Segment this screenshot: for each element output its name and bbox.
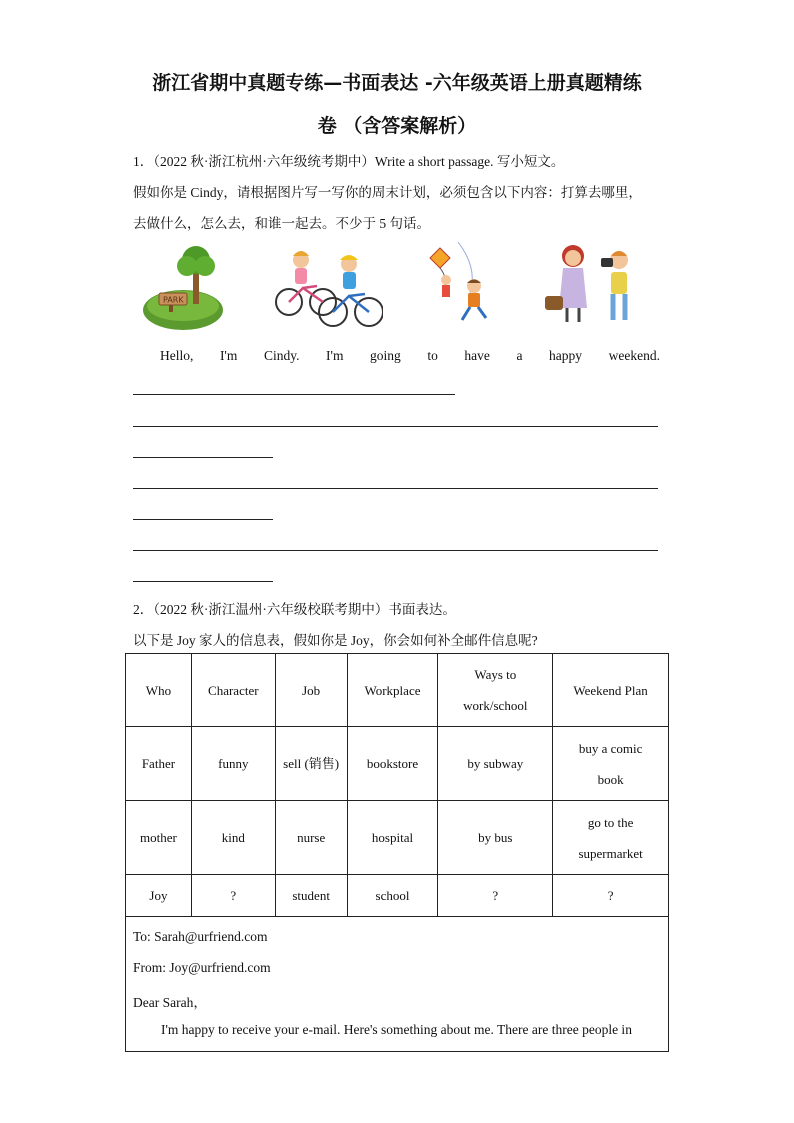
answer-line bbox=[133, 581, 273, 582]
table-row bbox=[126, 875, 669, 917]
email-body: I'm happy to receive your e-mail. Here's something about me. There are three people in bbox=[161, 1022, 632, 1037]
park-sign-text: PARK bbox=[163, 295, 184, 305]
answer-line bbox=[133, 394, 455, 395]
table-cell: kind bbox=[191, 801, 275, 875]
table-cell: ? bbox=[553, 875, 669, 917]
table-row bbox=[126, 801, 669, 875]
table-header-row bbox=[126, 654, 669, 727]
answer-line bbox=[133, 457, 273, 458]
answer-line bbox=[133, 488, 658, 489]
answer-line bbox=[133, 426, 658, 427]
table-cell: buy a comic book bbox=[553, 727, 669, 801]
question-1-pictures bbox=[133, 238, 663, 338]
answer-line bbox=[133, 519, 273, 520]
family-info-table bbox=[125, 653, 669, 917]
park-illustration bbox=[141, 238, 227, 334]
table-row bbox=[126, 727, 669, 801]
bicycle-riding-illustration bbox=[273, 238, 383, 334]
question-1-heading: 1．（2022 秋·浙江杭州·六年级统考期中）Write a short passage. 写小短文。 bbox=[133, 154, 565, 169]
answer-line bbox=[133, 550, 658, 551]
table-cell: hospital bbox=[347, 801, 438, 875]
table-header-cell: Who bbox=[126, 654, 192, 727]
table-header-cell: Job bbox=[275, 654, 347, 727]
starter-word: happy bbox=[549, 348, 583, 363]
question-1-prompt-line1: 假如你是 Cindy，请根据图片写一写你的周末计划，必须包含以下内容：打算去哪里， bbox=[133, 185, 642, 200]
table-cell: go to the supermarket bbox=[553, 801, 669, 875]
question-1-starter-sentence bbox=[133, 348, 660, 364]
table-header-cell: Workplace bbox=[347, 654, 438, 727]
question-1-prompt-line2: 去做什么，怎么去，和谁一起去。不少于 5 句话。 bbox=[133, 216, 430, 231]
table-cell: sell (销售) bbox=[275, 727, 347, 801]
starter-word: have bbox=[464, 348, 490, 363]
email-from: From: Joy@urfriend.com bbox=[133, 960, 271, 975]
table-cell: school bbox=[347, 875, 438, 917]
family-travel-illustration bbox=[541, 238, 651, 334]
table-cell: by bus bbox=[438, 801, 553, 875]
table-cell: bookstore bbox=[347, 727, 438, 801]
email-to: To: Sarah@urfriend.com bbox=[133, 929, 268, 944]
email-box bbox=[125, 915, 669, 1052]
starter-word: weekend. bbox=[608, 348, 660, 363]
table-cell: student bbox=[275, 875, 347, 917]
table-cell: ? bbox=[438, 875, 553, 917]
starter-word: a bbox=[516, 348, 523, 363]
document-title-line1: 浙江省期中真题专练—书面表达 -六年级英语上册真题精练 bbox=[152, 72, 642, 94]
starter-word: Cindy. bbox=[263, 348, 300, 363]
table-cell: ? bbox=[191, 875, 275, 917]
document-title-line2: 卷 （含答案解析） bbox=[317, 115, 477, 137]
email-greeting: Dear Sarah， bbox=[133, 995, 207, 1010]
table-header-cell: Ways to work/school bbox=[438, 654, 553, 727]
table-cell: Joy bbox=[126, 875, 192, 917]
table-cell: by subway bbox=[438, 727, 553, 801]
starter-word: I'm bbox=[326, 348, 344, 363]
table-cell: funny bbox=[191, 727, 275, 801]
table-cell: Father bbox=[126, 727, 192, 801]
starter-word: Hello, bbox=[160, 348, 194, 363]
question-2-heading: 2．（2022 秋·浙江温州·六年级校联考期中）书面表达。 bbox=[133, 602, 456, 617]
question-2-prompt: 以下是 Joy 家人的信息表，假如你是 Joy，你会如何补全邮件信息呢? bbox=[133, 633, 538, 648]
table-header-cell: Weekend Plan bbox=[553, 654, 669, 727]
starter-word: to bbox=[427, 348, 438, 363]
table-cell: nurse bbox=[275, 801, 347, 875]
table-cell: mother bbox=[126, 801, 192, 875]
table-header-cell: Character bbox=[191, 654, 275, 727]
starter-word: I'm bbox=[219, 348, 238, 363]
kite-flying-illustration bbox=[418, 238, 508, 334]
starter-word: going bbox=[370, 348, 401, 363]
